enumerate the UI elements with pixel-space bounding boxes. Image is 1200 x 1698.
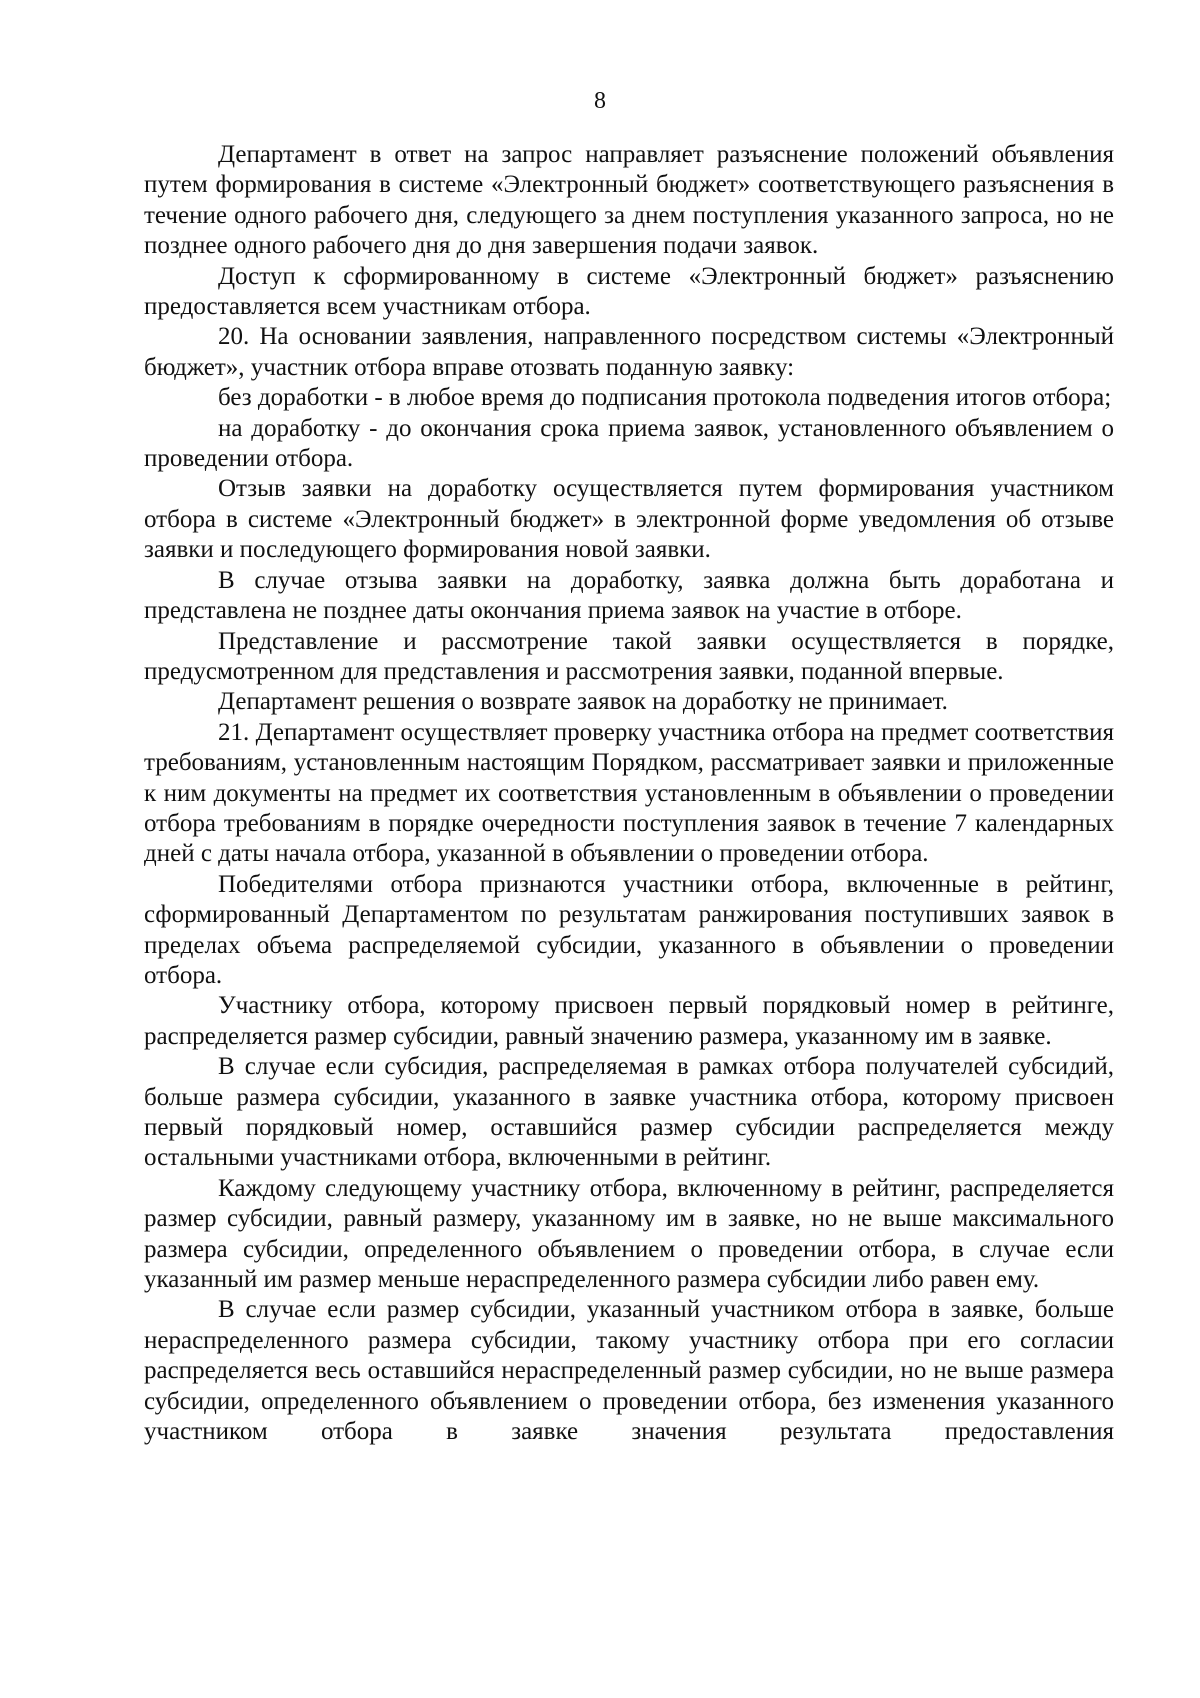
paragraph: без доработки - в любое время до подписания протокола подведения итогов отбора;	[218, 384, 1112, 412]
paragraph: В случае если субсидия, распределяемая в рамках отбора получателей субсидий, больше размера субсидии, указанного в заявке участника отбора, которому присвоен первый порядковый номер, оставшийся размер субсидии распределяется между остальными участниками отбора, включенными в рейтинг.	[144, 1053, 1114, 1172]
paragraph: Департамент в ответ на запрос направляет разъяснение положений объявления путем формирования в системе «Электронный бюджет» соответствующего разъяснения в течение одного рабочего дня, следующего за днем поступления указанного запроса, но не позднее одного рабочего дня до дня завершения подачи заявок.	[144, 141, 1114, 260]
paragraph-item-20: 20. На основании заявления, направленного посредством системы «Электронный бюджет», участник отбора вправе отозвать поданную заявку:	[144, 323, 1114, 381]
paragraph: на доработку - до окончания срока приема заявок, установленного объявлением о проведении отбора.	[144, 414, 1114, 473]
paragraph: Победителями отбора признаются участники отбора, включенные в рейтинг, сформированный Департаментом по результатам ранжирования поступивших заявок в пределах объема распределяемой субсидии, указанного в объявлении о проведении отбора.	[144, 870, 1114, 989]
paragraph: Департамент решения о возврате заявок на доработку не принимает.	[218, 688, 948, 716]
paragraph: Отзыв заявки на доработку осуществляется путем формирования участником отбора в системе «Электронный бюджет» в электронной форме уведомления об отзыве заявки и последующего формирования новой заявки.	[144, 475, 1114, 564]
paragraph-item-21: 21. Департамент осуществляет проверку участника отбора на предмет соответствия требованиям, установленным настоящим Порядком, рассматривает заявки и приложенные к ним документы на предмет их соответствия установленным в объявлении о проведении отбора требованиям в порядке очередности поступления заявок в течение 7 календарных дней с даты начала отбора, указанной в объявлении о проведении отбора.	[144, 718, 1114, 868]
paragraph: В случае если размер субсидии, указанный участником отбора в заявке, больше нераспределенного размера субсидии, такому участнику отбора при его согласии распределяется весь оставшийся нераспределенный размер субсидии, но не выше размера субсидии, определенного объявлением о проведении отбора, без изменения указанного участником отбора в заявке значения результата предоставления	[144, 1296, 1114, 1446]
document-body	[144, 140, 1114, 1447]
page-number: 8	[594, 88, 606, 114]
paragraph: Участнику отбора, которому присвоен первый порядковый номер в рейтинге, распределяется размер субсидии, равный значению размера, указанному им в заявке.	[144, 992, 1114, 1050]
paragraph: Доступ к сформированному в системе «Электронный бюджет» разъяснению предоставляется всем участникам отбора.	[144, 262, 1114, 321]
paragraph: В случае отзыва заявки на доработку, заявка должна быть доработана и представлена не позднее даты окончания приема заявок на участие в отборе.	[144, 566, 1114, 625]
paragraph: Каждому следующему участнику отбора, включенному в рейтинг, распределяется размер субсидии, равный размеру, указанному им в заявке, но не выше максимального размера субсидии, определенного объявлением о проведении отбора, в случае если указанный им размер меньше нераспределенного размера субсидии либо равен ему.	[144, 1174, 1114, 1294]
paragraph: Представление и рассмотрение такой заявки осуществляется в порядке, предусмотренном для представления и рассмотрения заявки, поданной впервые.	[144, 627, 1114, 685]
